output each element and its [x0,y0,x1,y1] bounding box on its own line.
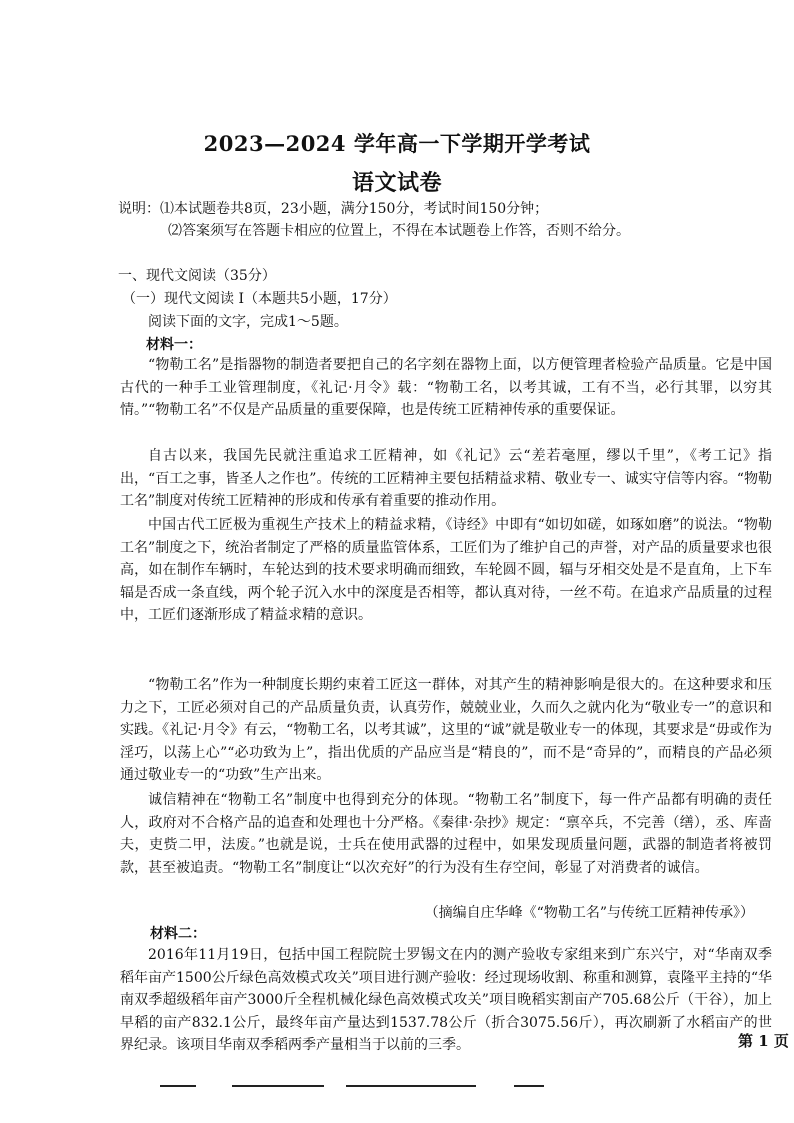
material-1-paragraph-2: 自古以来，我国先民就注重追求工匠精神，如《礼记》云“差若毫厘，缪以千里”，《考工记》指出，“百工之事，皆圣人之作也”。传统的工匠精神主要包括精益求精、敬业专一、诚实守信等内容。“物勒工名”制度对传统工匠精神的形成和传承有着重要的推动作用。 [120,448,772,510]
footer-rule [514,1085,544,1087]
exam-subtitle: 语文试卷 [351,170,442,196]
instruction-note-2: ⑵答案须写在答题卡相应的位置上，不得在本试题卷上作答，否则不给分。 [168,223,630,239]
exam-title: 2023—2024 学年高一下学期开学考试 [203,131,591,156]
material-1-paragraph-1: “物勒工名”是指器物的制造者要把自己的名字刻在器物上面，以方便管理者检验产品质量。它是中国古代的一种手工业管理制度，《礼记·月令》载：“物勒工名，以考其诚，工有不当，必行其罪，以穷其情。”“物勒工名”不仅是产品质量的重要保障，也是传统工匠精神传承的重要保证。 [120,357,772,419]
material-1-paragraph-3: 中国古代工匠极为重视生产技术上的精益求精，《诗经》中即有“如切如磋，如琢如磨”的说法。“物勒工名”制度之下，统治者制定了严格的质量监管体系，工匠们为了维护自己的声誉，对产品的质量要求也很高，如在制作车辆时，车轮达到的技术要求明确而细致，车轮圆不圆，辐与牙相交处是不是直角，上下车辐是否成一条直线，两个轮子沉入水中的深度是否相等，都认真对待，一丝不苟。在追求产品质量的过程中，工匠们逐渐形成了精益求精的意识。 [120,517,772,624]
footer-rule [160,1085,196,1087]
instruction-note-1: 说明：⑴本试题卷共8页，23小题，满分150分，考试时间150分钟； [118,201,549,217]
sub-section-heading: （一）现代文阅读 I（本题共5小题，17分） [122,291,397,307]
material-1-paragraph-4: “物勒工名”作为一种制度长期约束着工匠这一群体，对其产生的精神影响是很大的。在这种要求和压力之下，工匠必须对自己的产品质量负责，认真劳作，兢兢业业，久而久之就内化为“敬业专一”的意识和实践。《礼记·月令》有云，“物勒工名，以考其诚”，这里的“诚”就是敬业专一的体现，其要求是“毋或作为淫巧，以荡上心”“必功致为上”，指出优质的产品应当是“精良的”，而不是“奇异的”，而精良的产品必须通过敬业专一的“功致”生产出来。 [120,677,772,784]
reading-instruction: 阅读下面的文字，完成1～5题。 [148,314,348,330]
material-1-source: （摘编自庄华峰《“物勒工名”与传统工匠精神传承》） [424,905,754,921]
page-number: 第 1 页 [738,1032,789,1050]
material-1-label: 材料一： [146,337,202,353]
footer-rule [346,1085,476,1087]
material-2-paragraph-1: 2016年11月19日，包括中国工程院院士罗锡文在内的测产验收专家组来到广东兴宁，对“华南双季稻年亩产1500公斤绿色高效模式攻关”项目进行测产验收：经过现场收割、称重和测算，袁隆平主持的“华南双季超级稻年亩产3000斤全程机械化绿色高效模式攻关”项目晚稻实割亩产705.68公斤（干谷），加上早稻的亩产832.1公斤，最终年亩产量达到1537.78公斤（折合3075.56斤），再次刷新了水稻亩产的世界纪录。该项目华南双季稻两季产量相当于以前的三季。 [120,947,772,1054]
footer-rule [232,1085,324,1087]
material-2-label: 材料二： [150,926,206,942]
section-heading: 一、现代文阅读（35分） [118,268,276,284]
material-1-paragraph-5: 诚信精神在“物勒工名”制度中也得到充分的体现。“物勒工名”制度下，每一件产品都有明确的责任人，政府对不合格产品的追查和处理也十分严格。《秦律·杂抄》规定：“禀卒兵，不完善（缮），丞、库啬夫，吏赀二甲，法废。”也就是说，士兵在使用武器的过程中，如果发现质量问题，武器的制造者将被罚款，甚至被追责。“物勒工名”制度让“以次充好”的行为没有生存空间，彰显了对消费者的诚信。 [120,792,772,876]
